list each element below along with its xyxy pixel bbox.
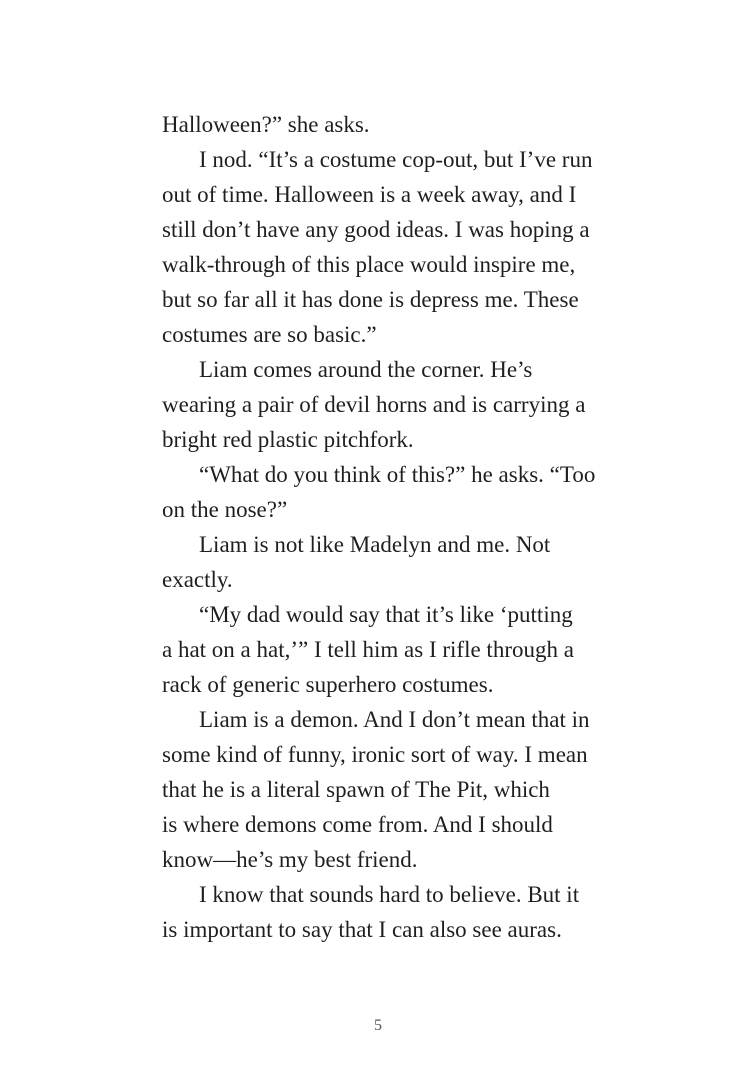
text-line: Liam comes around the corner. He’s [199, 357, 533, 382]
text-line: “What do you think of this?” he asks. “Too [199, 462, 596, 487]
text-line: that he is a literal spawn of The Pit, which [162, 777, 550, 802]
body-text [162, 107, 642, 947]
text-line: out of time. Halloween is a week away, and I [162, 182, 577, 207]
text-line: “My dad would say that it’s like ‘putting [199, 602, 573, 627]
text-line: Halloween?” she asks. [162, 112, 370, 137]
text-line: Liam is not like Madelyn and me. Not [199, 532, 551, 557]
text-line: I know that sounds hard to believe. But it [199, 882, 580, 907]
text-line: walk-through of this place would inspire me, [162, 252, 576, 277]
text-line: a hat on a hat,’” I tell him as I rifle through a [162, 637, 574, 662]
text-line: wearing a pair of devil horns and is carrying a [162, 392, 586, 417]
text-line: Liam is a demon. And I don’t mean that in [199, 707, 590, 732]
text-line: still don’t have any good ideas. I was hoping a [162, 217, 590, 242]
text-line: know—he’s my best friend. [162, 847, 418, 872]
text-line: rack of generic superhero costumes. [162, 672, 494, 697]
text-line: exactly. [162, 567, 233, 592]
text-line: some kind of funny, ironic sort of way. I mean [162, 742, 588, 767]
text-line: is important to say that I can also see auras. [162, 917, 562, 942]
text-line: is where demons come from. And I should [162, 812, 553, 837]
text-line: but so far all it has done is depress me. These [162, 287, 579, 312]
text-line: bright red plastic pitchfork. [162, 427, 414, 452]
text-line: I nod. “It’s a costume cop-out, but I’ve run [199, 147, 593, 172]
text-line: on the nose?” [162, 497, 288, 522]
page-number: 5 [374, 1017, 382, 1034]
text-line: costumes are so basic.” [162, 322, 377, 347]
